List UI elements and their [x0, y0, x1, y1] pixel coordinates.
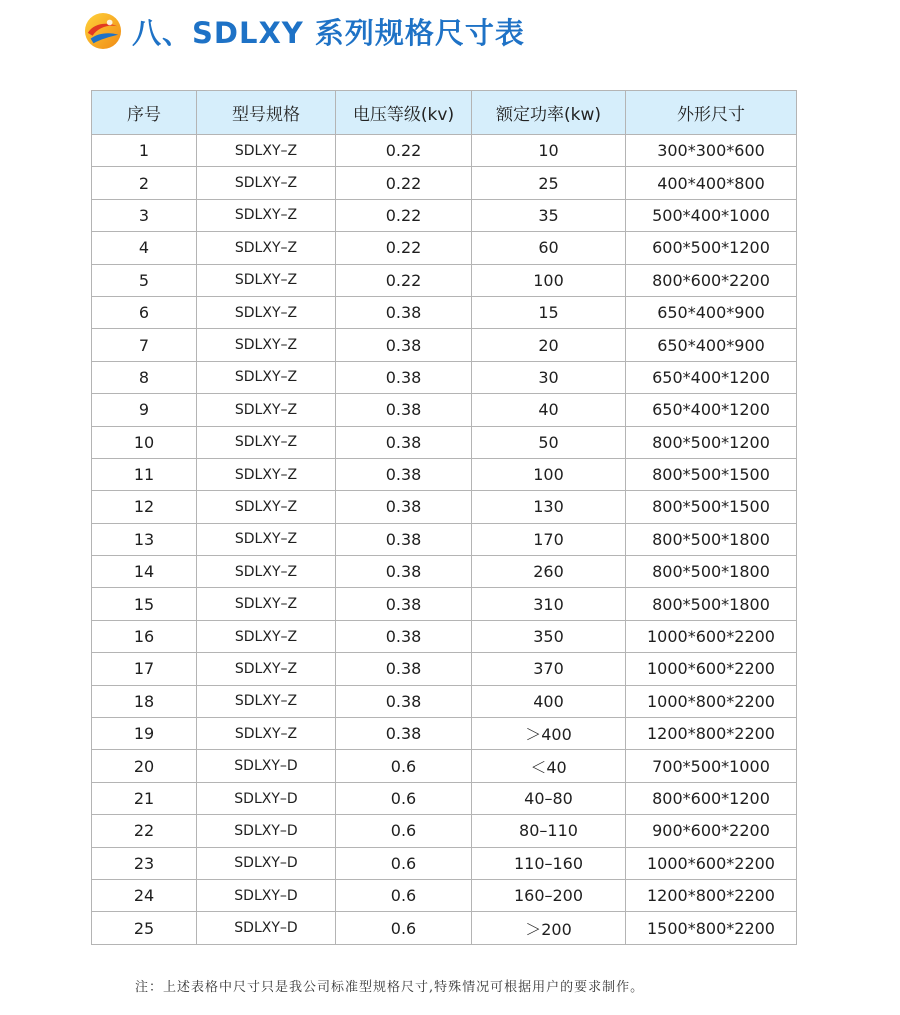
col-header-model: 型号规格	[197, 91, 336, 135]
cell-index: 3	[92, 199, 197, 231]
col-header-power: 额定功率(kw)	[472, 91, 626, 135]
table-row	[92, 815, 797, 847]
cell-model: SDLXY–Z	[197, 523, 336, 555]
cell-voltage: 0.38	[336, 620, 472, 652]
cell-model: SDLXY–Z	[197, 653, 336, 685]
cell-index: 25	[92, 912, 197, 944]
cell-index: 20	[92, 750, 197, 782]
table-row	[92, 394, 797, 426]
cell-dimensions: 1000*600*2200	[626, 847, 797, 879]
cell-power: 50	[472, 426, 626, 458]
table-row	[92, 556, 797, 588]
cell-power: ＞400	[472, 718, 626, 750]
cell-dimensions: 800*500*1500	[626, 458, 797, 490]
cell-dimensions: 800*500*1800	[626, 523, 797, 555]
cell-dimensions: 1000*600*2200	[626, 620, 797, 652]
cell-power: 80–110	[472, 815, 626, 847]
cell-power: 400	[472, 685, 626, 717]
cell-power: 30	[472, 361, 626, 393]
cell-voltage: 0.38	[336, 588, 472, 620]
table-row	[92, 232, 797, 264]
cell-index: 2	[92, 167, 197, 199]
cell-dimensions: 500*400*1000	[626, 199, 797, 231]
cell-voltage: 0.6	[336, 879, 472, 911]
cell-dimensions: 800*600*2200	[626, 264, 797, 296]
cell-power: ＜40	[472, 750, 626, 782]
cell-index: 12	[92, 491, 197, 523]
cell-dimensions: 800*500*1200	[626, 426, 797, 458]
cell-model: SDLXY–D	[197, 879, 336, 911]
cell-dimensions: 800*500*1500	[626, 491, 797, 523]
cell-index: 22	[92, 815, 197, 847]
cell-dimensions: 900*600*2200	[626, 815, 797, 847]
cell-voltage: 0.22	[336, 232, 472, 264]
table-row	[92, 847, 797, 879]
cell-model: SDLXY–Z	[197, 394, 336, 426]
table-row	[92, 750, 797, 782]
cell-dimensions: 1200*800*2200	[626, 718, 797, 750]
col-header-voltage: 电压等级(kv)	[336, 91, 472, 135]
cell-index: 19	[92, 718, 197, 750]
cell-model: SDLXY–Z	[197, 588, 336, 620]
table-row	[92, 685, 797, 717]
cell-power: 35	[472, 199, 626, 231]
cell-dimensions: 650*400*1200	[626, 394, 797, 426]
table-row	[92, 912, 797, 944]
cell-voltage: 0.38	[336, 296, 472, 328]
cell-model: SDLXY–Z	[197, 458, 336, 490]
table-row	[92, 199, 797, 231]
page-header	[84, 6, 525, 56]
cell-power: 40	[472, 394, 626, 426]
cell-model: SDLXY–Z	[197, 685, 336, 717]
cell-power: 20	[472, 329, 626, 361]
cell-index: 8	[92, 361, 197, 393]
cell-model: SDLXY–Z	[197, 426, 336, 458]
cell-voltage: 0.38	[336, 491, 472, 523]
cell-voltage: 0.6	[336, 847, 472, 879]
cell-model: SDLXY–Z	[197, 167, 336, 199]
cell-voltage: 0.38	[336, 685, 472, 717]
cell-model: SDLXY–D	[197, 912, 336, 944]
cell-dimensions: 600*500*1200	[626, 232, 797, 264]
cell-model: SDLXY–Z	[197, 199, 336, 231]
col-header-index: 序号	[92, 91, 197, 135]
cell-index: 15	[92, 588, 197, 620]
cell-power: 60	[472, 232, 626, 264]
table-row	[92, 653, 797, 685]
company-logo-icon	[84, 12, 122, 50]
cell-index: 18	[92, 685, 197, 717]
cell-voltage: 0.6	[336, 815, 472, 847]
cell-index: 1	[92, 135, 197, 167]
table-row	[92, 782, 797, 814]
cell-power: 350	[472, 620, 626, 652]
table-row	[92, 426, 797, 458]
cell-model: SDLXY–Z	[197, 556, 336, 588]
table-row	[92, 329, 797, 361]
cell-dimensions: 1500*800*2200	[626, 912, 797, 944]
cell-voltage: 0.38	[336, 653, 472, 685]
cell-index: 7	[92, 329, 197, 361]
cell-dimensions: 650*400*900	[626, 329, 797, 361]
cell-model: SDLXY–Z	[197, 329, 336, 361]
table-row	[92, 167, 797, 199]
cell-index: 14	[92, 556, 197, 588]
table-row	[92, 718, 797, 750]
cell-dimensions: 1000*800*2200	[626, 685, 797, 717]
cell-voltage: 0.38	[336, 329, 472, 361]
table-body	[92, 135, 797, 945]
cell-model: SDLXY–D	[197, 847, 336, 879]
cell-power: 260	[472, 556, 626, 588]
cell-voltage: 0.38	[336, 556, 472, 588]
cell-model: SDLXY–D	[197, 815, 336, 847]
cell-index: 23	[92, 847, 197, 879]
cell-power: 370	[472, 653, 626, 685]
table-row	[92, 588, 797, 620]
cell-index: 9	[92, 394, 197, 426]
table-row	[92, 491, 797, 523]
cell-power: 170	[472, 523, 626, 555]
cell-voltage: 0.6	[336, 782, 472, 814]
cell-index: 11	[92, 458, 197, 490]
table-row	[92, 458, 797, 490]
cell-power: 100	[472, 458, 626, 490]
cell-index: 16	[92, 620, 197, 652]
cell-voltage: 0.6	[336, 750, 472, 782]
cell-model: SDLXY–Z	[197, 718, 336, 750]
cell-model: SDLXY–D	[197, 750, 336, 782]
cell-index: 21	[92, 782, 197, 814]
cell-voltage: 0.38	[336, 458, 472, 490]
cell-dimensions: 650*400*1200	[626, 361, 797, 393]
cell-voltage: 0.22	[336, 264, 472, 296]
cell-index: 6	[92, 296, 197, 328]
cell-power: 25	[472, 167, 626, 199]
cell-power: 100	[472, 264, 626, 296]
cell-dimensions: 1000*600*2200	[626, 653, 797, 685]
cell-index: 4	[92, 232, 197, 264]
cell-voltage: 0.38	[336, 718, 472, 750]
cell-voltage: 0.38	[336, 394, 472, 426]
table-row	[92, 264, 797, 296]
cell-power: 10	[472, 135, 626, 167]
cell-model: SDLXY–Z	[197, 296, 336, 328]
cell-dimensions: 1200*800*2200	[626, 879, 797, 911]
cell-power: 160–200	[472, 879, 626, 911]
cell-voltage: 0.22	[336, 167, 472, 199]
cell-power: ＞200	[472, 912, 626, 944]
spec-table	[91, 90, 797, 945]
cell-index: 10	[92, 426, 197, 458]
cell-power: 130	[472, 491, 626, 523]
cell-model: SDLXY–Z	[197, 491, 336, 523]
cell-dimensions: 650*400*900	[626, 296, 797, 328]
cell-power: 40–80	[472, 782, 626, 814]
col-header-dimensions: 外形尺寸	[626, 91, 797, 135]
cell-voltage: 0.38	[336, 426, 472, 458]
cell-model: SDLXY–Z	[197, 264, 336, 296]
cell-voltage: 0.38	[336, 361, 472, 393]
table-header-row	[92, 91, 797, 135]
table-row	[92, 620, 797, 652]
cell-model: SDLXY–Z	[197, 135, 336, 167]
table-row	[92, 523, 797, 555]
cell-dimensions: 300*300*600	[626, 135, 797, 167]
cell-model: SDLXY–Z	[197, 361, 336, 393]
table-row	[92, 135, 797, 167]
table-row	[92, 296, 797, 328]
cell-index: 13	[92, 523, 197, 555]
cell-dimensions: 800*500*1800	[626, 556, 797, 588]
cell-dimensions: 700*500*1000	[626, 750, 797, 782]
page-title: 八、SDLXY 系列规格尺寸表	[132, 15, 525, 50]
table-row	[92, 361, 797, 393]
cell-voltage: 0.38	[336, 523, 472, 555]
cell-index: 24	[92, 879, 197, 911]
cell-power: 310	[472, 588, 626, 620]
cell-voltage: 0.22	[336, 135, 472, 167]
table-row	[92, 879, 797, 911]
cell-model: SDLXY–Z	[197, 620, 336, 652]
cell-power: 110–160	[472, 847, 626, 879]
cell-voltage: 0.22	[336, 199, 472, 231]
cell-dimensions: 800*600*1200	[626, 782, 797, 814]
cell-power: 15	[472, 296, 626, 328]
footnote: 注：上述表格中尺寸只是我公司标准型规格尺寸,特殊情况可根据用户的要求制作。	[135, 980, 645, 995]
cell-index: 17	[92, 653, 197, 685]
cell-voltage: 0.6	[336, 912, 472, 944]
cell-index: 5	[92, 264, 197, 296]
cell-dimensions: 800*500*1800	[626, 588, 797, 620]
cell-model: SDLXY–Z	[197, 232, 336, 264]
cell-dimensions: 400*400*800	[626, 167, 797, 199]
cell-model: SDLXY–D	[197, 782, 336, 814]
